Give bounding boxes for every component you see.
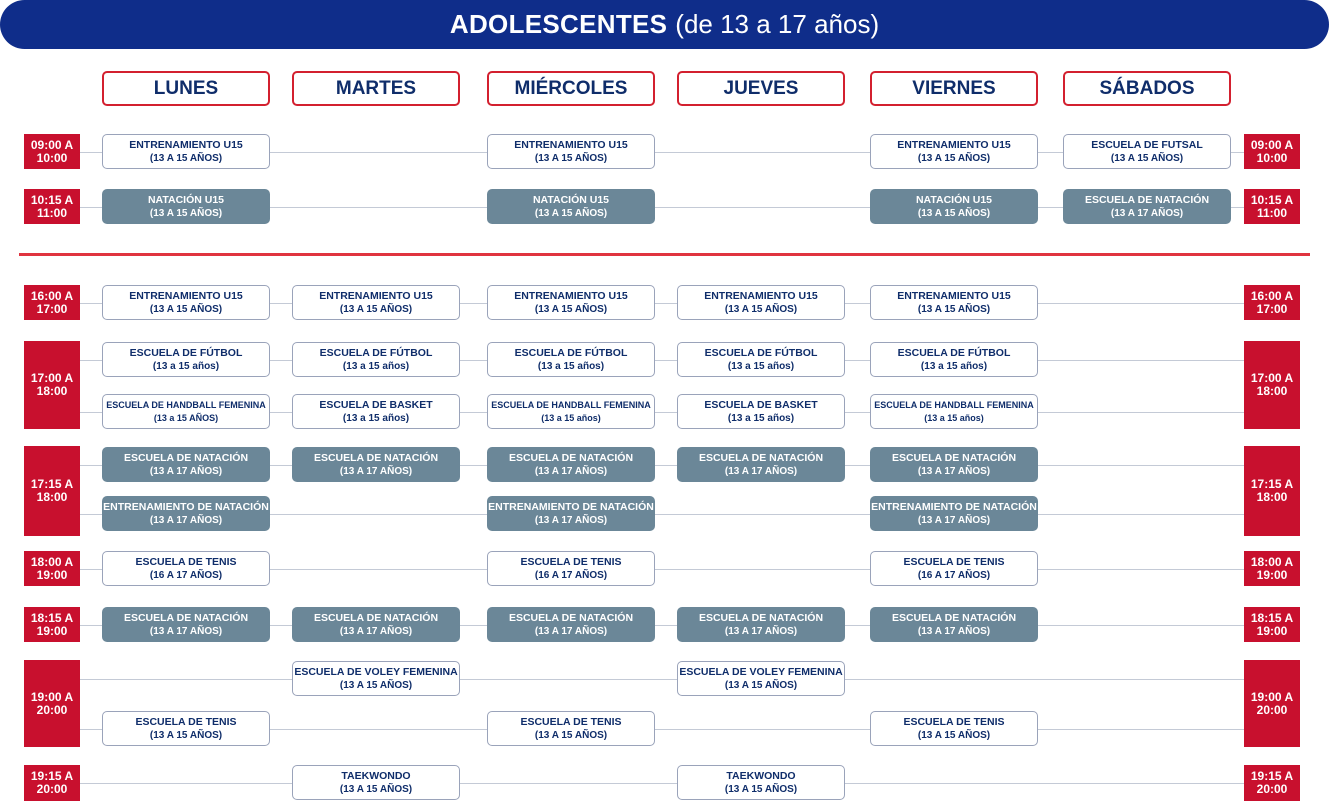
event-name: TAEKWONDO (341, 769, 411, 782)
event-card-escuela-de-natacion[interactable] (870, 607, 1038, 642)
event-card-escuela-de-tenis[interactable] (102, 551, 270, 586)
event-name: ESCUELA DE NATACIÓN (1084, 193, 1210, 206)
time-badge-right (1244, 660, 1300, 747)
event-name: ESCUELA DE FÚTBOL (319, 346, 433, 359)
event-ages: (13 A 15 AÑOS) (339, 783, 413, 795)
event-ages: (13 A 15 AÑOS) (534, 207, 608, 219)
time-start: 17:15 A (1250, 477, 1294, 491)
event-ages: (13 a 15 años) (342, 360, 410, 372)
event-card-entrenamiento-u15[interactable] (487, 285, 655, 320)
header-banner (0, 0, 1329, 49)
time-start: 17:00 A (30, 371, 74, 385)
time-badge-left (24, 660, 80, 747)
time-badge-left (24, 551, 80, 586)
event-name: ESCUELA DE FÚTBOL (897, 346, 1011, 359)
event-ages: (13 A 17 AÑOS) (724, 465, 798, 477)
time-badge-right (1244, 607, 1300, 642)
event-card-natacion-u15[interactable] (102, 189, 270, 224)
event-card-escuela-de-basket[interactable] (677, 394, 845, 429)
event-card-escuela-de-tenis[interactable] (870, 551, 1038, 586)
event-ages: (13 A 17 AÑOS) (149, 514, 223, 526)
event-name: ESCUELA DE TENIS (135, 715, 237, 728)
event-name: ESCUELA DE HANDBALL FEMENINA (491, 399, 651, 410)
event-ages: (13 a 15 años) (342, 412, 410, 424)
time-badge-left (24, 134, 80, 169)
event-ages: (13 A 15 AÑOS) (534, 303, 608, 315)
time-end: 19:00 (1256, 567, 1288, 582)
time-end: 19:00 (36, 623, 68, 638)
event-card-escuela-de-voley-femenina[interactable] (677, 661, 845, 696)
row-guide-line (80, 679, 1244, 680)
time-end: 20:00 (36, 782, 68, 796)
event-card-escuela-de-tenis[interactable] (487, 551, 655, 586)
event-name: ESCUELA DE NATACIÓN (313, 451, 439, 464)
event-ages: (13 A 15 AÑOS) (724, 303, 798, 315)
event-card-entrenamiento-u15[interactable] (870, 285, 1038, 320)
time-end: 20:00 (36, 702, 68, 717)
event-name: NATACIÓN U15 (147, 193, 225, 206)
time-start: 16:00 A (30, 288, 74, 303)
time-end: 20:00 (1256, 782, 1288, 796)
event-card-escuela-de-natacion[interactable] (487, 607, 655, 642)
event-name: ESCUELA DE NATACIÓN (123, 611, 249, 624)
event-card-entrenamiento-u15[interactable] (292, 285, 460, 320)
event-card-escuela-de-futbol[interactable] (102, 342, 270, 377)
event-name: TAEKWONDO (726, 769, 796, 782)
time-end: 20:00 (1256, 702, 1288, 717)
time-badge-right (1244, 134, 1300, 169)
event-name: ESCUELA DE HANDBALL FEMENINA (106, 399, 266, 410)
event-ages: (16 A 17 AÑOS) (149, 569, 223, 581)
event-card-escuela-de-futsal[interactable] (1063, 134, 1231, 169)
event-ages: (13 A 15 AÑOS) (917, 303, 991, 315)
page-title: ADOLESCENTES (449, 9, 668, 39)
event-ages: (13 A 17 AÑOS) (917, 625, 991, 637)
event-ages: (13 A 17 AÑOS) (339, 465, 413, 477)
time-badge-left (24, 607, 80, 642)
event-name: ESCUELA DE TENIS (903, 715, 1005, 728)
time-badge-right (1244, 285, 1300, 320)
time-badge-left (24, 341, 80, 429)
day-header-miercoles: MIÉRCOLES (487, 71, 655, 106)
time-badge-right (1244, 765, 1300, 801)
event-name: ESCUELA DE VOLEY FEMENINA (294, 665, 458, 678)
time-badge-right (1244, 446, 1300, 536)
time-start: 10:15 A (30, 192, 74, 207)
event-ages: (13 A 15 AÑOS) (724, 783, 798, 795)
event-name: ENTRENAMIENTO DE NATACIÓN (488, 500, 654, 513)
event-card-escuela-de-handball-femenina[interactable] (102, 394, 270, 429)
event-name: ESCUELA DE HANDBALL FEMENINA (874, 399, 1034, 410)
event-card-escuela-de-natacion[interactable] (292, 447, 460, 482)
event-name: ESCUELA DE FÚTBOL (704, 346, 818, 359)
event-name: ESCUELA DE NATACIÓN (508, 451, 634, 464)
event-name: ESCUELA DE NATACIÓN (891, 611, 1017, 624)
event-ages: (13 A 15 AÑOS) (149, 207, 223, 219)
event-ages: (13 A 17 AÑOS) (149, 465, 223, 477)
time-start: 18:00 A (1250, 554, 1294, 569)
event-card-entrenamiento-de-natacion[interactable] (870, 496, 1038, 531)
event-card-escuela-de-futbol[interactable] (870, 342, 1038, 377)
time-start: 16:00 A (1250, 288, 1294, 303)
event-ages: (16 A 17 AÑOS) (917, 569, 991, 581)
time-end: 18:00 (1256, 384, 1288, 398)
time-badge-right (1244, 551, 1300, 586)
day-header-jueves: JUEVES (677, 71, 845, 106)
event-card-natacion-u15[interactable] (870, 189, 1038, 224)
event-card-escuela-de-tenis[interactable] (487, 711, 655, 746)
event-card-entrenamiento-de-natacion[interactable] (487, 496, 655, 531)
event-ages: (13 A 15 AÑOS) (917, 152, 991, 164)
event-ages: (13 A 15 AÑOS) (917, 729, 991, 741)
time-start: 18:15 A (1250, 610, 1294, 625)
event-ages: (13 A 17 AÑOS) (149, 625, 223, 637)
event-name: ESCUELA DE NATACIÓN (698, 611, 824, 624)
event-card-escuela-de-futbol[interactable] (292, 342, 460, 377)
event-card-taekwondo[interactable] (292, 765, 460, 800)
event-card-escuela-de-basket[interactable] (292, 394, 460, 429)
day-header-sabados: SÁBADOS (1063, 71, 1231, 106)
event-ages: (13 A 17 AÑOS) (917, 465, 991, 477)
event-card-entrenamiento-u15[interactable] (677, 285, 845, 320)
event-card-entrenamiento-u15[interactable] (870, 134, 1038, 169)
event-card-escuela-de-tenis[interactable] (102, 711, 270, 746)
event-name: ESCUELA DE BASKET (319, 398, 433, 411)
event-ages: (13 A 17 AÑOS) (534, 625, 608, 637)
time-start: 18:15 A (30, 610, 74, 625)
event-ages: (13 A 17 AÑOS) (339, 625, 413, 637)
row-guide-line (80, 783, 1244, 784)
time-badge-right (1244, 189, 1300, 224)
event-name: ENTRENAMIENTO DE NATACIÓN (103, 500, 269, 513)
time-badge-left (24, 765, 80, 801)
event-card-natacion-u15[interactable] (487, 189, 655, 224)
event-name: ESCUELA DE FÚTBOL (129, 346, 243, 359)
event-ages: (13 a 15 años) (537, 360, 605, 372)
event-name: ESCUELA DE BASKET (704, 398, 818, 411)
event-name: ESCUELA DE VOLEY FEMENINA (679, 665, 843, 678)
event-name: ENTRENAMIENTO U15 (129, 289, 243, 302)
event-card-escuela-de-natacion[interactable] (677, 607, 845, 642)
event-card-escuela-de-natacion[interactable] (1063, 189, 1231, 224)
day-header-lunes: LUNES (102, 71, 270, 106)
time-start: 17:00 A (1250, 371, 1294, 385)
event-card-entrenamiento-u15[interactable] (102, 134, 270, 169)
event-name: ENTRENAMIENTO U15 (897, 138, 1011, 151)
event-ages: (13 a 15 AÑOS) (153, 412, 219, 423)
time-start: 17:15 A (30, 477, 74, 491)
time-end: 17:00 (36, 301, 68, 316)
event-name: ESCUELA DE FUTSAL (1091, 138, 1203, 151)
time-end: 19:00 (1256, 623, 1288, 638)
time-end: 18:00 (1256, 490, 1288, 504)
event-card-entrenamiento-u15[interactable] (487, 134, 655, 169)
time-start: 09:00 A (1250, 137, 1294, 152)
time-start: 19:15 A (1250, 769, 1294, 783)
event-ages: (13 A 15 AÑOS) (917, 207, 991, 219)
event-name: ENTRENAMIENTO U15 (514, 289, 628, 302)
event-ages: (13 A 15 AÑOS) (339, 679, 413, 691)
time-badge-left (24, 285, 80, 320)
time-start: 19:15 A (30, 769, 74, 783)
event-name: ENTRENAMIENTO U15 (514, 138, 628, 151)
event-ages: (13 A 17 AÑOS) (917, 514, 991, 526)
event-card-escuela-de-natacion[interactable] (102, 447, 270, 482)
event-card-escuela-de-futbol[interactable] (487, 342, 655, 377)
time-badge-right (1244, 341, 1300, 429)
time-start: 19:00 A (30, 689, 74, 704)
event-ages: (13 A 15 AÑOS) (724, 679, 798, 691)
event-card-escuela-de-futbol[interactable] (677, 342, 845, 377)
event-name: ESCUELA DE FÚTBOL (514, 346, 628, 359)
day-header-viernes: VIERNES (870, 71, 1038, 106)
event-ages: (13 A 15 AÑOS) (339, 303, 413, 315)
event-ages: (13 a 15 años) (152, 360, 220, 372)
event-ages: (13 A 15 AÑOS) (149, 303, 223, 315)
time-start: 19:00 A (1250, 689, 1294, 704)
event-ages: (13 A 15 AÑOS) (149, 152, 223, 164)
day-header-martes: MARTES (292, 71, 460, 106)
event-name: ESCUELA DE NATACIÓN (508, 611, 634, 624)
time-end: 10:00 (36, 150, 68, 165)
event-ages: (13 A 15 AÑOS) (1110, 152, 1184, 164)
event-name: ENTRENAMIENTO U15 (897, 289, 1011, 302)
time-badge-left (24, 446, 80, 536)
event-ages: (13 a 15 años) (727, 412, 795, 424)
time-end: 17:00 (1256, 301, 1288, 316)
event-name: ESCUELA DE NATACIÓN (313, 611, 439, 624)
event-card-entrenamiento-de-natacion[interactable] (102, 496, 270, 531)
event-name: ENTRENAMIENTO U15 (704, 289, 818, 302)
event-name: ESCUELA DE TENIS (520, 555, 622, 568)
event-card-escuela-de-natacion[interactable] (870, 447, 1038, 482)
time-end: 11:00 (1256, 205, 1288, 220)
event-card-escuela-de-handball-femenina[interactable] (487, 394, 655, 429)
event-card-escuela-de-natacion[interactable] (292, 607, 460, 642)
event-ages: (13 a 15 años) (727, 360, 795, 372)
time-end: 11:00 (36, 205, 68, 220)
time-end: 10:00 (1256, 150, 1288, 165)
section-divider (19, 253, 1310, 256)
event-name: ENTRENAMIENTO U15 (129, 138, 243, 151)
time-start: 18:00 A (30, 554, 74, 569)
event-ages: (13 A 15 AÑOS) (149, 729, 223, 741)
time-end: 19:00 (36, 567, 68, 582)
event-card-entrenamiento-u15[interactable] (102, 285, 270, 320)
time-end: 18:00 (36, 384, 68, 398)
event-name: ESCUELA DE TENIS (520, 715, 622, 728)
event-ages: (13 A 15 AÑOS) (534, 729, 608, 741)
event-name: NATACIÓN U15 (915, 193, 993, 206)
event-ages: (13 a 15 años) (924, 412, 984, 423)
event-ages: (13 A 17 AÑOS) (724, 625, 798, 637)
event-name: NATACIÓN U15 (532, 193, 610, 206)
time-start: 10:15 A (1250, 192, 1294, 207)
event-card-taekwondo[interactable] (677, 765, 845, 800)
event-ages: (13 A 17 AÑOS) (534, 514, 608, 526)
event-card-escuela-de-natacion[interactable] (677, 447, 845, 482)
event-ages: (13 A 15 AÑOS) (534, 152, 608, 164)
event-card-escuela-de-tenis[interactable] (870, 711, 1038, 746)
page-subtitle: (de 13 a 17 años) (675, 9, 880, 39)
event-name: ESCUELA DE NATACIÓN (891, 451, 1017, 464)
event-name: ESCUELA DE NATACIÓN (123, 451, 249, 464)
event-name: ESCUELA DE TENIS (903, 555, 1005, 568)
time-start: 09:00 A (30, 137, 74, 152)
event-card-escuela-de-handball-femenina[interactable] (870, 394, 1038, 429)
event-name: ENTRENAMIENTO U15 (319, 289, 433, 302)
event-ages: (13 A 17 AÑOS) (1110, 207, 1184, 219)
event-name: ESCUELA DE NATACIÓN (698, 451, 824, 464)
time-badge-left (24, 189, 80, 224)
event-ages: (16 A 17 AÑOS) (534, 569, 608, 581)
event-card-escuela-de-natacion[interactable] (102, 607, 270, 642)
event-ages: (13 a 15 años) (920, 360, 988, 372)
event-ages: (13 A 17 AÑOS) (534, 465, 608, 477)
event-ages: (13 a 15 años) (541, 412, 601, 423)
event-name: ENTRENAMIENTO DE NATACIÓN (871, 500, 1037, 513)
time-end: 18:00 (36, 490, 68, 504)
event-name: ESCUELA DE TENIS (135, 555, 237, 568)
event-card-escuela-de-voley-femenina[interactable] (292, 661, 460, 696)
event-card-escuela-de-natacion[interactable] (487, 447, 655, 482)
